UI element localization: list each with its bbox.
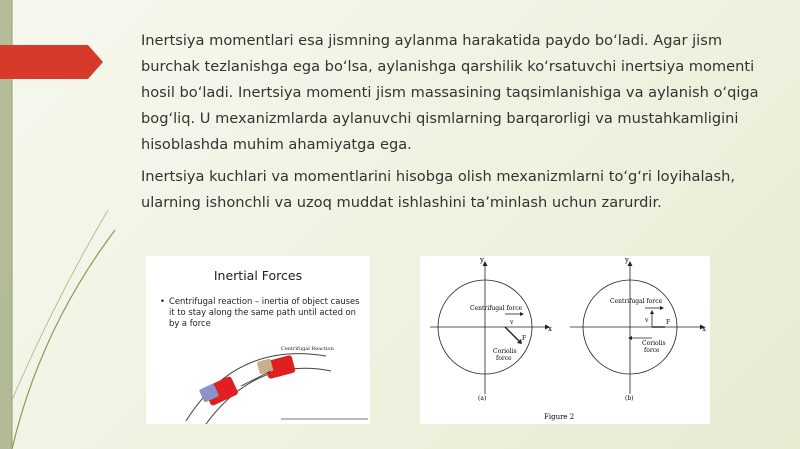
diagram-b — [570, 256, 706, 402]
b-coriolis-label-1: Coriolis — [642, 340, 666, 347]
car-curve-illustration — [146, 336, 370, 424]
a-coriolis-label-1: Coriolis — [493, 348, 517, 355]
b-coriolis-label-2: force — [644, 347, 660, 354]
figure-title: Inertial Forces — [213, 268, 303, 283]
a-f-label: F — [522, 335, 527, 342]
car-left-illustration — [199, 376, 239, 407]
inertial-forces-figure — [146, 256, 370, 424]
diagram-label: Centrifugal Reaction — [281, 346, 334, 352]
b-x-label: x — [702, 325, 706, 333]
diagram-a — [430, 256, 552, 402]
a-panel-label: (a) — [478, 395, 487, 402]
text-content — [113, 28, 773, 222]
b-v-label: v — [645, 317, 649, 324]
figure-bullet-text: Centrifugal reaction – inertia of object causes it to stay along the same path until acted on by a force — [169, 296, 360, 328]
bullet-1-text: Inertsiya momentlari esa jismning aylanma harakatida paydo bo‘ladi. Agar jism burchak tezlanishga ega bo‘lsa, aylanishga qarshilik ko‘rsatuvchi inertsiya momenti hosil bo‘ladi. Inertsiya momenti jism massasining taqsimlanishiga va aylanish o‘qiga bog‘liq. U mexanizmlarda aylanuvchi qismlarning barqarorligi va mustahkamligini hisoblashda muhim ahamiyatga ega. — [141, 32, 759, 153]
a-y-label: y — [480, 256, 484, 264]
a-v-label: v — [510, 319, 514, 326]
b-panel-label: (b) — [625, 395, 634, 402]
a-x-label: x — [548, 325, 552, 333]
figure-caption: Figure 2 — [544, 413, 575, 421]
bullet-2-text: Inertsiya kuchlari va momentlarini hisobga olish mexanizmlarni to‘g‘ri loyihalash, ularning ishonchli va uzoq muddat ishlashini ta’minlash uchun zarurdir. — [141, 168, 735, 211]
bullet-2 — [113, 164, 773, 216]
red-arrow-decoration — [0, 45, 103, 79]
b-y-label: y — [625, 256, 629, 264]
coriolis-diagram — [420, 256, 710, 424]
b-centrifugal-label: Centrifugal force — [610, 298, 663, 305]
figure-bullet — [160, 296, 365, 329]
a-coriolis-label-2: force — [496, 355, 512, 362]
a-centrifugal-label: Centrifugal force — [470, 305, 523, 312]
figure-bullet-dot: • — [160, 296, 165, 306]
coriolis-figure — [420, 256, 710, 424]
bullet-1 — [113, 28, 773, 158]
b-f-label: F — [666, 319, 671, 326]
